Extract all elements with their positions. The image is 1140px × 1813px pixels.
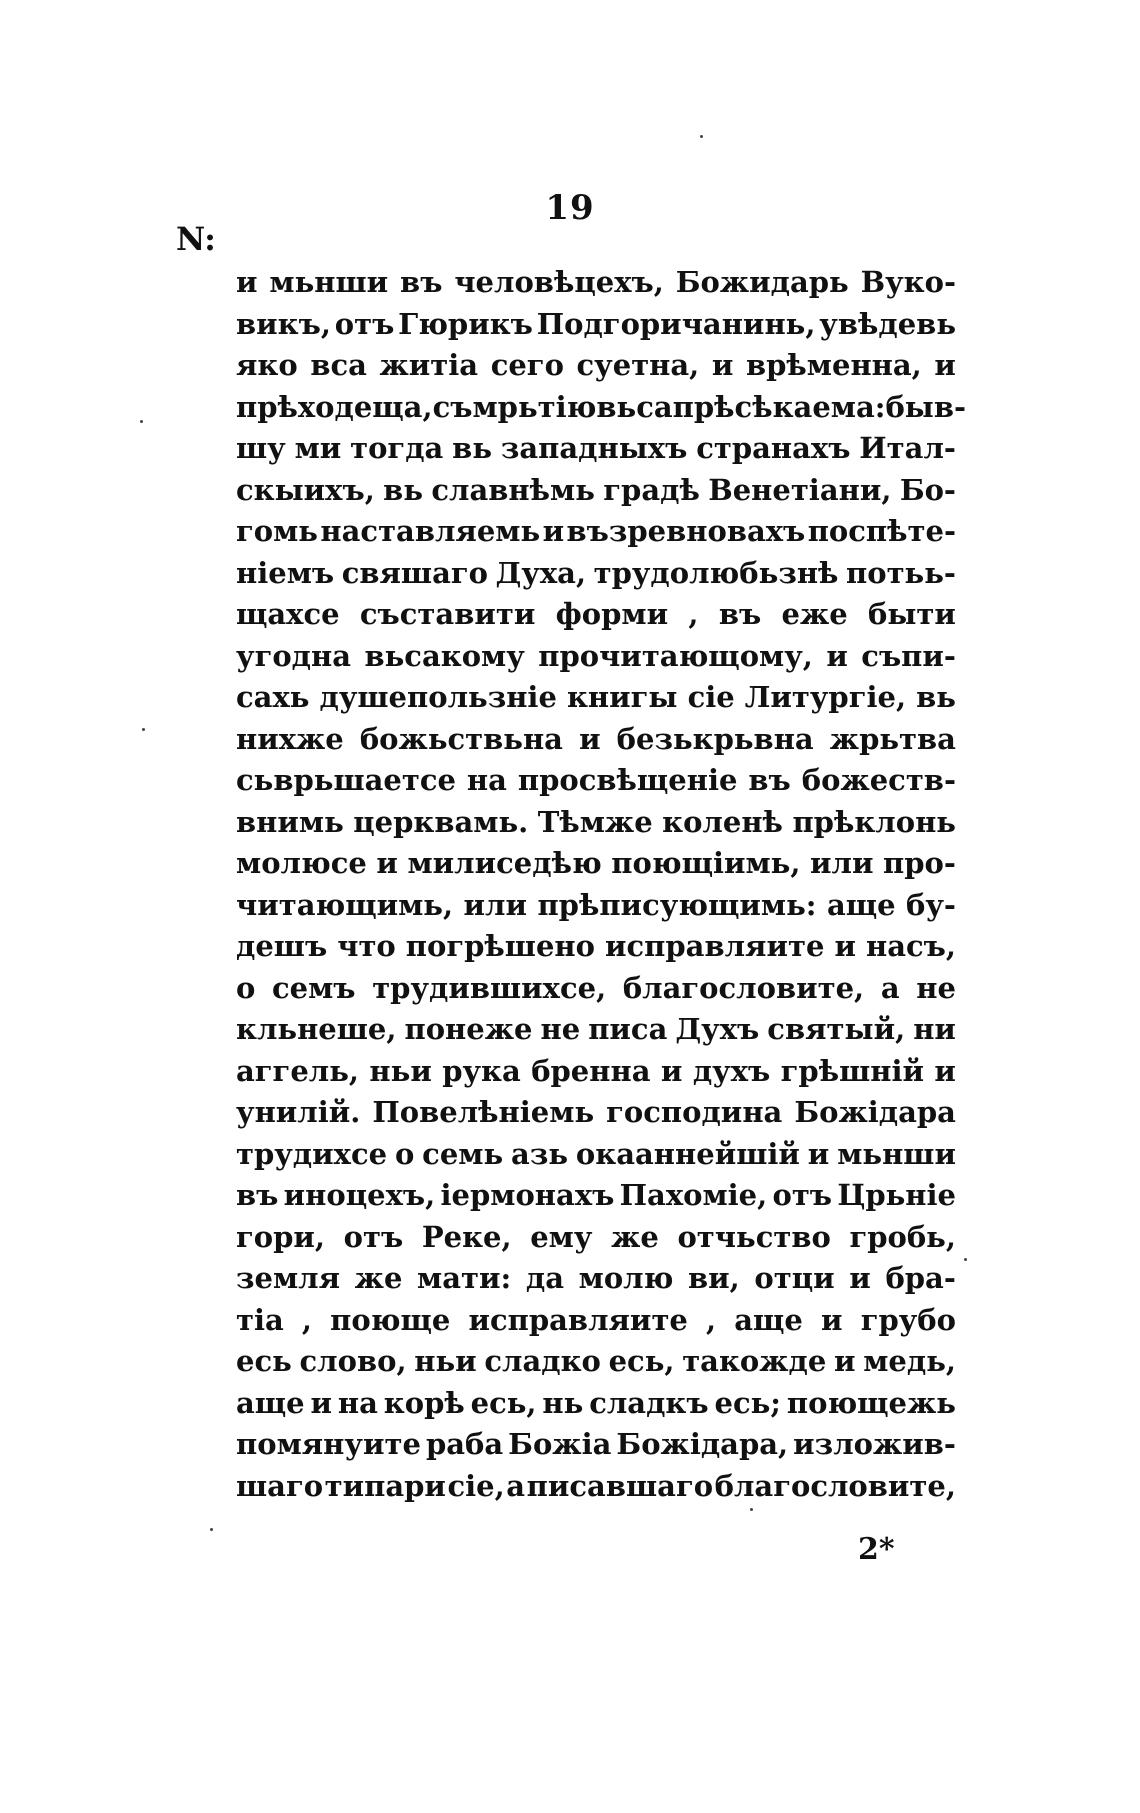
text-word: книгы <box>566 680 678 714</box>
text-word: щахсе <box>236 597 340 631</box>
text-word: съмрьтію <box>432 389 597 424</box>
text-word: святый, <box>767 1012 906 1046</box>
text-line <box>236 470 956 512</box>
text-word: не <box>916 970 956 1005</box>
text-word: мьнши <box>837 1136 956 1171</box>
text-word: исправляите <box>468 1302 688 1337</box>
text-word: Духъ <box>675 1012 760 1046</box>
text-word: Бо- <box>899 472 956 507</box>
text-word: вьсакому <box>364 638 525 673</box>
text-word: молю <box>578 1261 674 1295</box>
text-line <box>236 1383 956 1425</box>
text-word: прѣписующимь: <box>537 887 817 922</box>
text-word: вса <box>310 348 367 382</box>
text-word: сахь <box>236 680 310 714</box>
text-word: благословите, <box>622 970 865 1005</box>
text-word: а <box>506 1468 526 1503</box>
text-word: Тѣмже <box>537 804 653 839</box>
text-line <box>236 1092 956 1134</box>
text-word: насъ, <box>865 929 956 963</box>
text-line <box>236 594 956 636</box>
text-word: писа <box>588 1012 668 1046</box>
text-word: тіа <box>236 1302 284 1337</box>
text-word: или <box>463 887 527 922</box>
text-word: такожде <box>682 1344 827 1378</box>
text-line <box>236 1009 956 1051</box>
text-word: помянуите <box>236 1427 421 1461</box>
text-word: сьврьшаетсе <box>236 763 456 797</box>
text-word: аще <box>826 887 896 922</box>
text-line <box>236 760 956 802</box>
text-word: суетна, <box>576 348 700 382</box>
text-word: молюсе <box>236 846 367 880</box>
text-word: понеже <box>404 1012 533 1046</box>
text-word: възревновахъ <box>566 514 806 548</box>
text-word: Реке, <box>421 1219 512 1254</box>
text-word: градѣ <box>603 472 700 507</box>
text-word: шаго <box>236 1468 324 1503</box>
text-line <box>236 345 956 387</box>
text-line <box>236 968 956 1010</box>
text-word: земля <box>236 1261 341 1295</box>
text-word: Божідара <box>794 1095 956 1129</box>
text-word: гори, <box>236 1219 325 1254</box>
text-word: ему <box>530 1219 593 1254</box>
text-word: просвѣщеніе <box>517 763 738 797</box>
text-word: раба <box>425 1427 504 1461</box>
text-word: и <box>849 1261 871 1295</box>
text-word: типари <box>324 1468 446 1503</box>
text-word: иноцехъ, <box>283 1178 436 1212</box>
text-word: отъ <box>772 1178 833 1212</box>
text-word: , <box>688 597 699 631</box>
text-word: отъ <box>334 306 395 341</box>
text-word: не <box>540 1012 581 1046</box>
text-line <box>236 885 956 927</box>
text-word: семь <box>422 1136 504 1171</box>
text-word: на <box>466 763 507 797</box>
text-word: и <box>579 721 601 756</box>
text-word: гробь, <box>849 1219 956 1254</box>
text-line <box>236 511 956 553</box>
text-word: и <box>660 1053 683 1088</box>
text-word: и <box>834 929 856 963</box>
text-word: Итал- <box>859 431 956 465</box>
text-word: бра- <box>885 1261 956 1295</box>
text-word: семъ <box>272 970 356 1005</box>
text-word: сіе, <box>447 1468 505 1503</box>
text-word: тогда <box>350 431 444 465</box>
text-word: рука <box>442 1053 521 1088</box>
text-word: въ <box>400 265 443 299</box>
text-word: грубо <box>860 1302 956 1337</box>
text-word: ми <box>294 431 342 465</box>
text-word: трудолюбьзнѣ <box>593 555 839 590</box>
text-word: , <box>706 1302 717 1337</box>
text-line <box>236 677 956 719</box>
text-word: азь <box>511 1136 569 1171</box>
text-line <box>236 262 956 304</box>
text-word: Литургіе, <box>744 680 907 714</box>
text-word: изложив- <box>793 1427 956 1461</box>
text-word: сладко <box>484 1344 601 1378</box>
text-word: внимь <box>236 804 344 839</box>
print-speck <box>140 420 143 423</box>
text-word: быв- <box>885 389 967 424</box>
text-word: аггель, <box>236 1053 360 1088</box>
text-word: слово, <box>299 1344 407 1378</box>
text-word: и <box>236 265 258 299</box>
text-line <box>236 636 956 678</box>
text-word: западныхъ <box>500 431 688 465</box>
text-word: отци <box>754 1261 835 1295</box>
text-word: потьь- <box>846 555 956 590</box>
text-word: медь, <box>863 1344 956 1378</box>
text-word: есь <box>236 1344 292 1378</box>
text-word: сіе <box>687 680 735 714</box>
text-line <box>236 802 956 844</box>
text-line <box>236 1466 956 1508</box>
text-word: церквамь. <box>353 804 529 839</box>
text-word: Божидарь <box>675 265 849 299</box>
text-line <box>236 926 956 968</box>
text-word: коленѣ <box>662 804 783 839</box>
text-word: корѣ <box>383 1385 465 1420</box>
text-word: Вуко- <box>860 265 956 299</box>
text-word: грѣшній <box>780 1053 924 1088</box>
text-line <box>236 428 956 470</box>
text-word: Божідара, <box>616 1427 789 1461</box>
text-word: безькрьвна <box>616 721 814 756</box>
text-word: поюще <box>330 1302 451 1337</box>
text-word: и <box>376 846 398 880</box>
text-word: угодна <box>236 638 352 673</box>
text-word: бренна <box>531 1053 651 1088</box>
text-word: на <box>337 1385 378 1420</box>
text-word: и <box>542 514 565 548</box>
text-word: скыихъ, <box>236 472 375 507</box>
text-word: есь, <box>608 1344 675 1378</box>
text-word: или <box>810 846 874 880</box>
text-word: же <box>611 1219 659 1254</box>
text-word: , <box>301 1302 313 1337</box>
text-word: Подгоричанинь, <box>536 306 816 341</box>
text-word: а <box>880 970 900 1005</box>
text-word: наставляемь <box>320 514 541 548</box>
text-word: поющіимь, <box>611 846 801 880</box>
text-word: гомь <box>236 514 318 548</box>
side-mark: N: <box>176 220 216 258</box>
text-word: же <box>354 1261 403 1295</box>
text-word: викъ, <box>236 306 331 341</box>
text-word: ви, <box>687 1261 740 1295</box>
print-speck <box>750 1508 753 1511</box>
text-word: вьса <box>596 389 673 424</box>
text-word: поющежь <box>786 1385 956 1420</box>
text-word: божеств- <box>801 763 956 797</box>
text-word: исправляите <box>605 929 825 963</box>
text-word: и <box>807 1136 830 1171</box>
text-word: мати: <box>417 1261 512 1295</box>
text-word: ньи <box>369 1053 432 1088</box>
text-word: и <box>310 1385 333 1420</box>
text-word: трудившихсе, <box>372 970 607 1005</box>
text-word: ньи <box>414 1344 477 1378</box>
text-word: быти <box>868 597 956 631</box>
text-word: съпи- <box>861 638 956 673</box>
text-line <box>236 1258 956 1300</box>
text-word: о <box>394 1136 415 1171</box>
text-word: про- <box>883 846 956 880</box>
text-word: трудихсе <box>236 1136 388 1171</box>
text-word: жрьтва <box>829 721 956 756</box>
text-word: прочитающому, <box>538 638 813 673</box>
text-word: врѣменна, <box>745 348 922 382</box>
text-word: духъ <box>692 1053 771 1088</box>
text-word: славнѣмь <box>431 472 595 507</box>
text-word: душепользніе <box>319 680 557 714</box>
text-word: въ <box>236 1178 279 1212</box>
text-word: дешъ <box>236 929 328 963</box>
text-word: мьнши <box>269 265 389 299</box>
text-word: еже <box>781 597 848 631</box>
signature-mark: 2* <box>858 1532 895 1567</box>
text-word: господина <box>606 1095 783 1129</box>
print-speck <box>210 1528 213 1531</box>
text-line <box>236 1300 956 1342</box>
text-word: милиседѣю <box>407 846 602 880</box>
text-line <box>236 387 967 429</box>
text-word: шу <box>236 431 286 465</box>
text-word: нь <box>542 1385 584 1420</box>
text-word: погрѣшено <box>405 929 595 963</box>
text-word: есь; <box>714 1385 781 1420</box>
text-word: въ <box>748 763 791 797</box>
text-word: что <box>337 929 396 963</box>
text-word: бу- <box>906 887 956 922</box>
text-line <box>236 1217 956 1259</box>
print-speck <box>700 135 703 138</box>
text-line <box>236 304 956 346</box>
text-word: Пахоміе, <box>619 1178 768 1212</box>
text-word: житіа <box>379 348 479 382</box>
text-word: и <box>711 348 734 382</box>
text-word: яко <box>236 348 298 382</box>
text-word: форми <box>555 597 669 631</box>
text-word: окааннейшій <box>575 1136 800 1171</box>
text-word: поспѣте- <box>807 514 956 548</box>
text-word: кльнеше, <box>236 1012 397 1046</box>
text-word: Гюрикъ <box>398 306 533 341</box>
text-line <box>236 1051 956 1093</box>
text-word: въ <box>718 597 762 631</box>
body-text <box>236 262 967 1507</box>
text-word: отъ <box>343 1219 404 1254</box>
text-word: человѣцехъ, <box>454 265 664 299</box>
text-word: Црьніе <box>837 1178 956 1212</box>
text-word: и <box>834 1344 856 1378</box>
text-line <box>236 553 956 595</box>
text-word: сего <box>490 348 564 382</box>
text-word: свяшаго <box>341 555 488 590</box>
text-line <box>236 1424 956 1466</box>
text-word: вь <box>383 472 424 507</box>
text-word: и <box>821 1302 843 1337</box>
text-word: прѣходеща, <box>236 389 433 424</box>
text-word: и <box>826 638 848 673</box>
text-line <box>236 1134 956 1176</box>
text-word: Венетіани, <box>708 472 892 507</box>
text-word: отчьство <box>677 1219 831 1254</box>
text-word: увѣдевь <box>819 306 956 341</box>
text-word: вь <box>916 680 956 714</box>
text-word: есь, <box>470 1385 537 1420</box>
text-line <box>236 843 956 885</box>
text-line <box>236 719 956 761</box>
text-word: унилій. <box>236 1095 361 1129</box>
text-word: аще <box>734 1302 803 1337</box>
text-word: прѣсѣкаема: <box>672 389 886 424</box>
print-speck <box>964 1258 967 1261</box>
text-word: іермонахъ <box>440 1178 615 1212</box>
text-word: прѣклонь <box>792 804 956 839</box>
text-word: да <box>525 1261 564 1295</box>
text-word: Повелѣніемь <box>372 1095 595 1129</box>
text-word: сладкъ <box>589 1385 709 1420</box>
text-word: о <box>236 970 256 1005</box>
text-word: благословите, <box>714 1468 956 1503</box>
text-word: ни <box>913 1012 956 1046</box>
text-word: аще <box>236 1385 305 1420</box>
text-word: божьствьна <box>359 721 563 756</box>
text-word: читающимь, <box>236 887 454 922</box>
text-word: Духа, <box>495 555 587 590</box>
text-word: нихже <box>236 721 344 756</box>
print-speck <box>142 728 145 731</box>
text-word: ніемъ <box>236 555 335 590</box>
text-word: съставити <box>359 597 536 631</box>
text-word: и <box>934 348 956 382</box>
text-line <box>236 1175 956 1217</box>
text-word: писавшаго <box>526 1468 714 1503</box>
text-word: и <box>934 1053 956 1088</box>
text-word: Божіа <box>508 1427 612 1461</box>
text-word: вь <box>452 431 493 465</box>
text-line <box>236 1341 956 1383</box>
text-word: странахъ <box>696 431 851 465</box>
page-number: 19 <box>545 188 595 228</box>
